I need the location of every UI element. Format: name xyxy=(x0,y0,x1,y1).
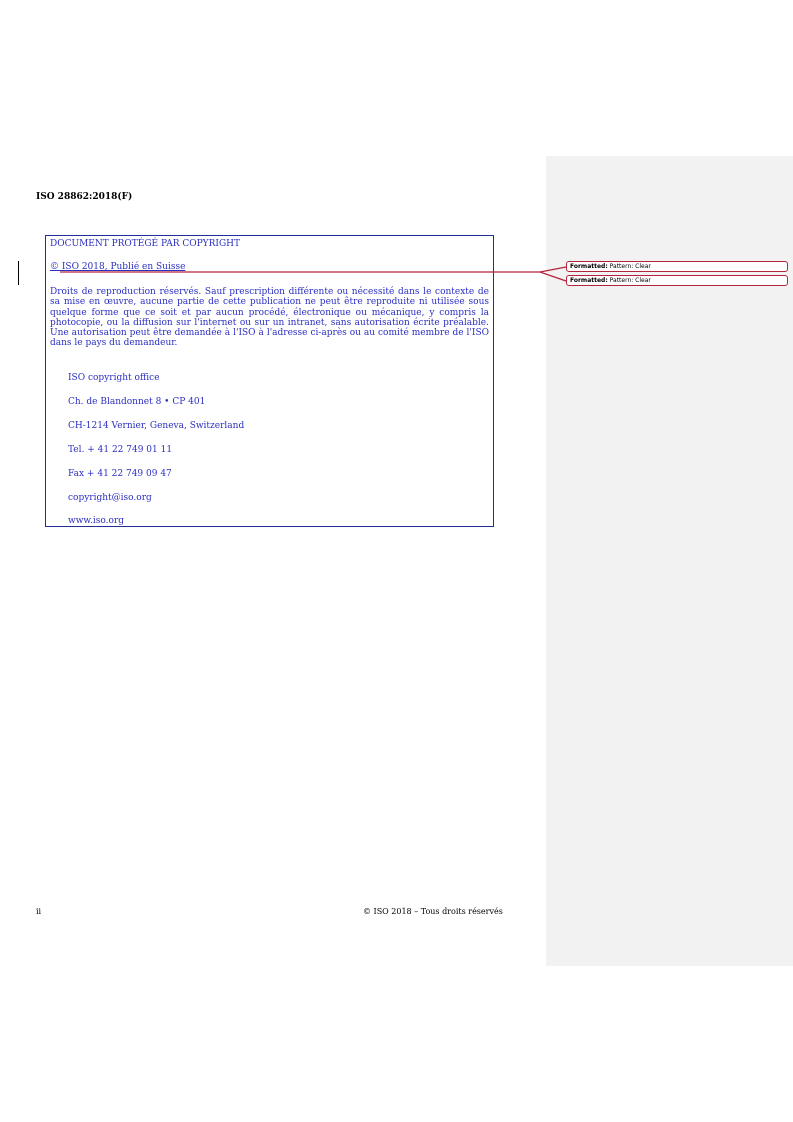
comment-text: Pattern: Clear xyxy=(609,263,651,270)
footer-copyright: © ISO 2018 – Tous droits réservés xyxy=(363,907,503,916)
page-header: ISO 28862:2018(F) xyxy=(36,192,133,202)
comment-balloon[interactable] xyxy=(566,261,788,272)
contact-email[interactable]: copyright@iso.org xyxy=(68,493,152,503)
publication-line: © ISO 2018, Publié en Suisse xyxy=(50,262,186,272)
contact-city: CH-1214 Vernier, Geneva, Switzerland xyxy=(68,421,245,431)
comment-text: Pattern: Clear xyxy=(609,277,651,284)
page-number: ii xyxy=(36,907,42,916)
contact-tel: Tel. + 41 22 749 01 11 xyxy=(68,445,173,455)
comment-balloon[interactable] xyxy=(566,275,788,286)
rights-text: Droits de reproduction réservés. Sauf prescription différente ou nécessité dans le contexte de sa mise en œuvre, aucune partie de cette publication ne peut être reproduite ni utilisée sous quelque forme que ce soit et par aucun procédé, électronique ou mécanique, y compris la photocopie, ou la diffusion sur l'internet ou sur un intranet, sans autorisation écrite préalable. Une autorisation peut être demandée à l'ISO à l'adresse ci-après ou au comité membre de l'ISO dans le pays du demandeur. xyxy=(50,287,489,349)
comment-label: Formatted: xyxy=(570,277,608,284)
contact-web[interactable]: www.iso.org xyxy=(68,516,125,526)
copyright-title: DOCUMENT PROTÉGÉ PAR COPYRIGHT xyxy=(50,239,240,249)
comment-label: Formatted: xyxy=(570,263,608,270)
contact-fax: Fax + 41 22 749 09 47 xyxy=(68,469,172,479)
contact-office: ISO copyright office xyxy=(68,373,160,383)
contact-address: Ch. de Blandonnet 8 • CP 401 xyxy=(68,397,206,407)
